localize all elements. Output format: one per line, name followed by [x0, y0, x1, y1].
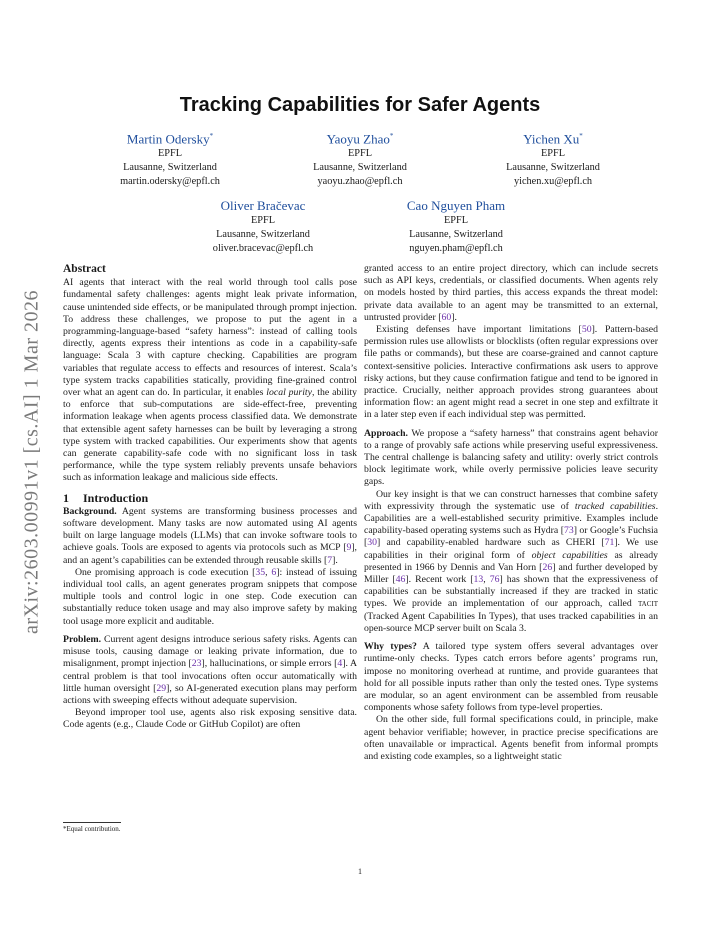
citation-link[interactable]: 7: [327, 554, 333, 566]
footnote-rule: [63, 822, 121, 823]
author-block: [270, 128, 450, 189]
citation-link[interactable]: 35: [255, 566, 266, 578]
author-name: Yichen Xu: [523, 131, 580, 147]
author-location: Lausanne, Switzerland: [506, 162, 600, 174]
equal-contribution-mark: *: [209, 132, 214, 140]
tacit-name: tacit: [637, 598, 658, 610]
author-name: Oliver Bračevac: [220, 198, 306, 213]
key-insight-paragraph: Our key insight is that we can construct harnesses that combine safety with expressivity through the systematic use of tracked capabilities. Capabilities are a well-established security primitive. Examples include capability-based operating systems such as Hydra [73] or Google’s Fuchsia [30] and capability-enabled hardware such as CHERI [71]. We use capabilities in their original form of object capabilities as already presented in 1966 by Dennis and Van Horn [26] and further developed by Miller [46]. Recent work [13, 76] has shown that the expressiveness of capabilities can be substantially increased if they are tracked in static types. We provide an implementation of our approach, called tacit (Tracked Agent Capabilities In Types), that uses tracked capabilities in an open-source MCP server built on Scala 3.: [364, 488, 659, 634]
citation-link[interactable]: 4: [337, 658, 343, 670]
author-block: [366, 197, 546, 256]
code-execution-paragraph: One promising approach is code execution [35, 6]: instead of issuing individual tool calls, an agent generates program snippets that compose multiple tools and control logic in one step. Code execution can substantially reduce token usage and may also improve safety by making tool usage more explicit and auditable.: [63, 566, 358, 627]
author-location: Lausanne, Switzerland: [123, 162, 217, 174]
citation-link[interactable]: 71: [604, 537, 615, 549]
citation-link[interactable]: 76: [489, 574, 500, 586]
author-email: yaoyu.zhao@epfl.ch: [317, 176, 403, 188]
author-location: Lausanne, Switzerland: [216, 229, 310, 240]
author-location: Lausanne, Switzerland: [313, 162, 407, 174]
section-heading-introduction: 1 Introduction: [63, 490, 149, 505]
citation-link[interactable]: 29: [156, 682, 167, 694]
citation-link[interactable]: 73: [563, 525, 574, 537]
author-affiliation: EPFL: [540, 148, 566, 160]
citation-link[interactable]: 9: [346, 542, 352, 554]
author-location: Lausanne, Switzerland: [409, 229, 503, 240]
author-email: martin.odersky@epfl.ch: [120, 176, 220, 188]
author-email: nguyen.pham@epfl.ch: [409, 243, 503, 254]
approach-paragraph: Approach. We propose a “safety harness” that constrains agent behavior to a range of provably safe actions while preserving useful expressiveness. The central challenge is balancing safety and utility: overly strict controls block legitimate work, while overly permissive policies leave security gaps.: [364, 427, 658, 488]
citation-link[interactable]: 26: [542, 561, 553, 573]
abstract-heading: Abstract: [63, 263, 106, 275]
footnote: *Equal contribution.: [63, 825, 121, 833]
arxiv-stamp: arXiv:2603.00991v1 [cs.AI] 1 Mar 2026: [20, 290, 43, 634]
author-block: [463, 128, 643, 189]
author-affiliation: EPFL: [157, 148, 183, 160]
citation-link[interactable]: 60: [441, 311, 452, 323]
citation-link[interactable]: 13: [473, 574, 484, 586]
author-name: Cao Nguyen Pham: [406, 198, 506, 213]
author-affiliation: EPFL: [443, 215, 469, 226]
background-paragraph: Background. Agent systems are transforming business processes and software development. Many tasks are now automated using AI agents built on large language models (LLMs) that can invoke software tools to achieve goals. Tools are exposed to agents via protocols such as MCP [9], and an agent’s capabilities can be extended through reusable skills [7].: [63, 505, 357, 566]
citation-link[interactable]: 30: [367, 537, 377, 549]
author-block: [173, 197, 353, 256]
continued-paragraph: granted access to an entire project directory, which can include secrets such as API keys, credentials, or classified documents. When agents rely on models hosted by third parties, this access expands the threat model: private data available to an agent may be transmitted to an external, untrusted provider [60].: [364, 263, 658, 323]
left-column: [63, 263, 357, 732]
author-affiliation: EPFL: [347, 148, 373, 160]
author-name: Yaoyu Zhao: [326, 131, 390, 147]
author-name: Martin Odersky: [126, 131, 210, 147]
other-side-paragraph: On the other side, full formal specifications could, in principle, make agent behavior verifiable; however, in practice precise specifications are often unavailable or impractical. Agents benefit from informal prompts and existing code examples, so a lightweight static: [364, 714, 658, 762]
author-affiliation: EPFL: [250, 215, 276, 226]
equal-contribution-mark: *: [389, 132, 394, 140]
existing-defenses-paragraph: Existing defenses have important limitations [50]. Pattern-based permission rules use allowlists or blocklists (often regular expressions over file paths or commands), but these are coarse-grained and cannot capture context-sensitive policies. Interactive confirmations ask users to approve risky actions, but they cause confirmation fatigue and tend to be ignored in practice. Crucially, neither approach provides strong guarantees about information flow: an agent might read a secret in one step and exfiltrate it in a later step even if each individual step was permitted.: [364, 324, 659, 421]
author-block: [80, 128, 260, 189]
equal-contribution-mark: *: [579, 132, 583, 140]
abstract-text: AI agents that interact with the real world through tool calls pose fundamental safety challenges: agents might leak private information, cause unintended side effects, or be manipulated through prompt injection. To address these challenges, we propose to put the agent in a programming-language-based “safety harness”: instead of calling tools directly, agents express their intentions as code in a capability-safe language: Scala 3 with capture checking. Capabilities are program variables that regulate access to effects and resources of interest. Scala’s type system tracks capabilities statically, providing fine-grained control over what an agent can do. In particular, it enables local purity, the ability to enforce that sub-computations are side-effect-free, preventing information leakage when agents process classified data. We demonstrate that extensible agent safety harnesses can be built by leveraging a strong type system with tracked capabilities. Our experiments show that agents can generate capability-safe code with no significant loss in task performance, while the type system reliably prevents unsafe behaviors such as information leakage and malicious side effects.: [63, 277, 357, 484]
page-number: 1: [358, 867, 362, 876]
paper-title: Tracking Capabilities for Safer Agents: [179, 94, 541, 116]
author-email: oliver.bracevac@epfl.ch: [212, 243, 314, 254]
citation-link[interactable]: 50: [581, 324, 592, 336]
right-column: [364, 263, 658, 763]
author-email: yichen.xu@epfl.ch: [513, 176, 593, 188]
problem-paragraph: Problem. Current agent designs introduce serious safety risks. Agents can misuse tools, causing damage or leaking private information, due to misalignment, prompt injection [23], hallucinations, or simple errors [4]. A central problem is that tool invocations often occur automatically with little human oversight [29], so AI-generated execution plans may perform actions with sweeping effects without adequate supervision.: [63, 633, 357, 706]
why-types-paragraph: Why types? A tailored type system offers several advantages over runtime-only checks. Types catch errors before agents’ programs run, impose no monitoring overhead at runtime, and provide guarantees that hold for all possible inputs rather than only the tested ones. Type systems are modular, so an agent environment can be assembled from reusable components whose safety follows from type-level properties.: [364, 641, 658, 714]
citation-link[interactable]: 46: [395, 574, 406, 586]
beyond-paragraph: Beyond improper tool use, agents also risk exposing sensitive data. Code agents (e.g., Claude Code or GitHub Copilot) are often: [63, 707, 357, 731]
citation-link[interactable]: 6: [271, 566, 277, 578]
citation-link[interactable]: 23: [191, 658, 202, 670]
